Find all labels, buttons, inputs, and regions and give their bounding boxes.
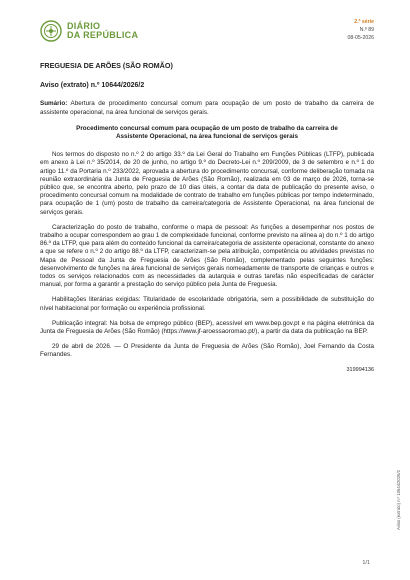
summary	[40, 100, 374, 116]
document-body	[40, 62, 374, 374]
paragraph-3: Habilitações literárias exigidas: Titularidade de escolaridade obrigatória, sem a possibilidade de substituição do nível habitacional por formação ou experiência profissional.	[40, 296, 374, 312]
aviso-title: Aviso (extrato) n.º 10644/2026/2	[40, 82, 145, 90]
paragraph-2: Caracterização do posto de trabalho, conforme o mapa de pessoal: As funções a desempenhar nos postos de trabalho a ocupar correspondem ao grau 1 de complexidade funcional, conforme previsto na alínea a) do n.º 1 do artigo 86.º da LTFP, que para além do conteúdo funcional da carreira/categoria de assistente operacional, constante do anexo a que se refere o n.º 2 do artigo 88.º da LTFP, caracterizam-se pela atribuição, competência ou atividades previstas no Mapa de Pessoal da Junta de Freguesia de Arões (São Romão), complementado pelas seguintes funções: desenvolvimento de funções na área funcional de serviços gerais nomeadamente de transporte de crianças e outros e todos os serviços relacionados com as necessidades da autarquia e outras tarefas não especificadas de carácter manual, por forma a garantir a prestação do serviço público pela Junta de Freguesia.	[40, 223, 374, 289]
page-number: 1/1	[362, 560, 370, 566]
procedure-title: Procedimento concursal comum para ocupação de um posto de trabalho da carreira de Assistente Operacional, na área funcional de serviços gerais	[76, 124, 338, 141]
logo-text	[67, 22, 138, 40]
republic-emblem-icon	[40, 20, 62, 42]
document-code: 319994136	[346, 366, 374, 373]
summary-label: Sumário:	[40, 100, 68, 108]
issue-meta	[347, 18, 374, 42]
paragraph-4: Publicação integral: Na bolsa de emprego público (BEP), acessível em www.bep.gov.pt e na página eletrónica da Junta de Freguesia de Arões (São Romão) (https://www.jf-aroessaoromao.pt/), a partir da data da publicação na BEP.	[40, 319, 374, 336]
issue-number: N.º 89	[359, 27, 374, 33]
paragraph-1: Nos termos do disposto no n.º 2 do artigo 33.º da Lei Geral do Trabalho em Funções Públicas (LTFP), publicada em anexo à Lei n.º 35/2014, de 20 de junho, no artigo 9.º do Decreto-Lei n.º 209/2009, de 3 de setembro e n.º 1 do artigo 11.º da Portaria n.º 233/2022, aprovada a abertura do procedimento concursal, conforme deliberação tomada na reunião extraordinária da Junta de Freguesia de Arões (São Romão), realizada em 03 de março de 2026, torna-se público que, se encontra aberto, pelo prazo de 10 dias úteis, a contar da data de publicação do presente aviso, o procedimento concursal comum na modalidade de contrato de trabalho em funções públicas por tempo indeterminado, para ocupação de 1 (um) posto de trabalho da carreira/categoria de Assistente Operacional, na área funcional de serviços gerais.	[40, 151, 374, 216]
diario-da-republica-logo	[40, 20, 138, 42]
document-header	[40, 18, 374, 48]
side-reference: Aviso (extrato) n.º 10644/2026/2	[396, 470, 401, 530]
signature: 29 de abril de 2026. — O Presidente da Junta de Freguesia de Arões (São Romão), Joel Fernando da Costa Fernandes.	[40, 343, 374, 359]
logo-line-2: DA REPÚBLICA	[67, 30, 139, 40]
summary-text: Abertura de procedimento concursal comum para ocupação de um posto de trabalho da carreira de assistente operacional, na área funcional de serviços gerais.	[40, 100, 374, 116]
logo-line-1: DIÁRIO	[67, 21, 101, 31]
series-label: 2.ª série	[354, 19, 374, 25]
entity-title: FREGUESIA DE ARÕES (SÃO ROMÃO)	[40, 61, 173, 70]
issue-date: 08-05-2026	[347, 35, 374, 41]
